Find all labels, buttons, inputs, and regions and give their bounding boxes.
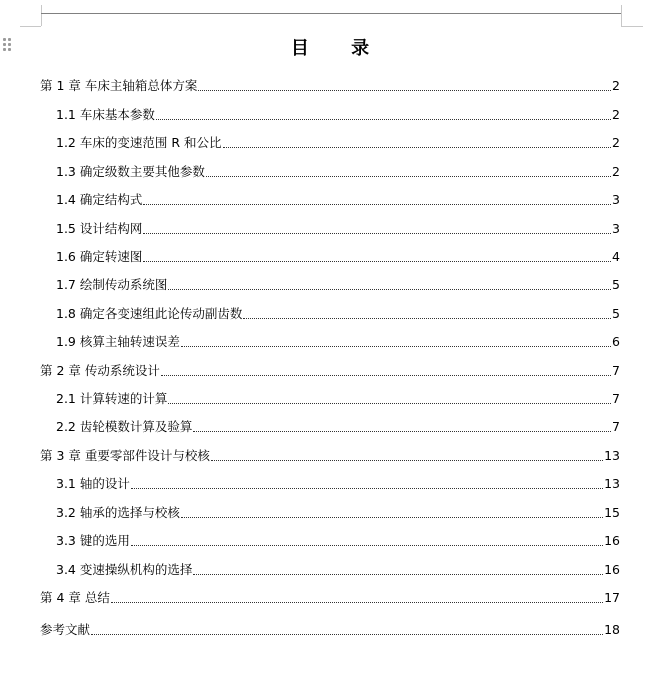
header-border-line	[41, 13, 621, 14]
toc-section-entry[interactable]	[56, 475, 620, 493]
toc-section-entry[interactable]	[56, 561, 620, 579]
toc-section-entry[interactable]	[56, 220, 620, 238]
toc-entry-label: 第 3 章 重要零部件设计与校核	[40, 448, 210, 463]
toc-page-number: 16	[604, 562, 620, 577]
crop-mark-left-horizontal	[20, 26, 41, 27]
toc-dot-leader	[168, 402, 611, 404]
toc-chapter-entry[interactable]	[40, 589, 620, 607]
toc-page-number: 6	[612, 334, 620, 349]
toc-dot-leader	[143, 232, 611, 234]
toc-page-number: 4	[612, 249, 620, 264]
toc-chapter-entry[interactable]	[40, 77, 620, 95]
toc-entry-label: 1.8 确定各变速组此论传动副齿数	[56, 306, 243, 321]
toc-section-entry[interactable]	[56, 418, 620, 436]
toc-dot-leader	[198, 89, 611, 91]
toc-dot-leader	[211, 459, 603, 461]
toc-entry-label: 3.1 轴的设计	[56, 476, 130, 491]
toc-page-number: 18	[604, 622, 620, 637]
crop-mark-left-vertical	[41, 5, 42, 26]
toc-dot-leader	[143, 260, 611, 262]
toc-section-entry[interactable]	[56, 532, 620, 550]
toc-dot-leader	[243, 317, 611, 319]
toc-page-number: 7	[612, 391, 620, 406]
toc-page-number: 3	[612, 192, 620, 207]
toc-dot-leader	[111, 601, 603, 603]
toc-dot-leader	[193, 573, 603, 575]
toc-page-number: 13	[604, 448, 620, 463]
toc-page-number: 2	[612, 164, 620, 179]
toc-entry-label: 参考文献	[40, 622, 91, 637]
toc-section-entry[interactable]	[56, 191, 620, 209]
toc-dot-leader	[223, 146, 612, 148]
toc-dot-leader	[193, 430, 611, 432]
toc-page-number: 15	[604, 505, 620, 520]
toc-page-number: 2	[612, 107, 620, 122]
toc-entry-label: 2.1 计算转速的计算	[56, 391, 168, 406]
toc-page-number: 7	[612, 363, 620, 378]
toc-entry-label: 1.1 车床基本参数	[56, 107, 155, 122]
toc-page-number: 3	[612, 221, 620, 236]
toc-entry-label: 3.3 键的选用	[56, 533, 130, 548]
toc-entry-label: 第 1 章 车床主轴箱总体方案	[40, 78, 198, 93]
toc-entry-label: 1.5 设计结构网	[56, 221, 143, 236]
toc-page-number: 2	[612, 135, 620, 150]
toc-dot-leader	[181, 516, 603, 518]
toc-dot-leader	[143, 203, 611, 205]
toc-chapter-entry[interactable]	[40, 447, 620, 465]
toc-dot-leader	[131, 544, 603, 546]
toc-dot-leader	[181, 345, 611, 347]
toc-dot-leader	[91, 633, 603, 635]
toc-entry-label: 1.2 车床的变速范围 R 和公比	[56, 135, 222, 150]
toc-entry-label: 1.3 确定级数主要其他参数	[56, 164, 205, 179]
toc-page-number: 5	[612, 306, 620, 321]
toc-section-entry[interactable]	[56, 248, 620, 266]
toc-page-number: 2	[612, 78, 620, 93]
toc-section-entry[interactable]	[56, 163, 620, 181]
toc-section-entry[interactable]	[56, 390, 620, 408]
toc-dot-leader	[168, 288, 611, 290]
toc-section-entry[interactable]	[56, 504, 620, 522]
toc-entry-label: 3.2 轴承的选择与校核	[56, 505, 180, 520]
toc-page-number: 7	[612, 419, 620, 434]
toc-page-number: 17	[604, 590, 620, 605]
toc-entry-label: 第 2 章 传动系统设计	[40, 363, 160, 378]
toc-entry-label: 1.4 确定结构式	[56, 192, 143, 207]
toc-section-entry[interactable]	[56, 333, 620, 351]
toc-dot-leader	[161, 374, 611, 376]
toc-entry-label: 1.6 确定转速图	[56, 249, 143, 264]
toc-title: 目 录	[290, 38, 388, 59]
toc-chapter-entry[interactable]	[40, 621, 620, 639]
toc-entry-label: 2.2 齿轮模数计算及验算	[56, 419, 193, 434]
toc-entry-label: 1.7 绘制传动系统图	[56, 277, 168, 292]
toc-section-entry[interactable]	[56, 134, 620, 152]
toc-entry-label: 1.9 核算主轴转速误差	[56, 334, 180, 349]
toc-page-number: 13	[604, 476, 620, 491]
crop-mark-right-horizontal	[621, 26, 643, 27]
toc-section-entry[interactable]	[56, 305, 620, 323]
toc-page-number: 16	[604, 533, 620, 548]
toc-section-entry[interactable]	[56, 106, 620, 124]
toc-dot-leader	[131, 487, 603, 489]
toc-section-entry[interactable]	[56, 276, 620, 294]
crop-mark-right-vertical	[621, 5, 622, 26]
toc-dot-leader	[156, 118, 611, 120]
toc-dot-leader	[206, 175, 611, 177]
toc-chapter-entry[interactable]	[40, 362, 620, 380]
toc-page-number: 5	[612, 277, 620, 292]
toc-entry-label: 第 4 章 总结	[40, 590, 110, 605]
toc-entry-label: 3.4 变速操纵机构的选择	[56, 562, 193, 577]
